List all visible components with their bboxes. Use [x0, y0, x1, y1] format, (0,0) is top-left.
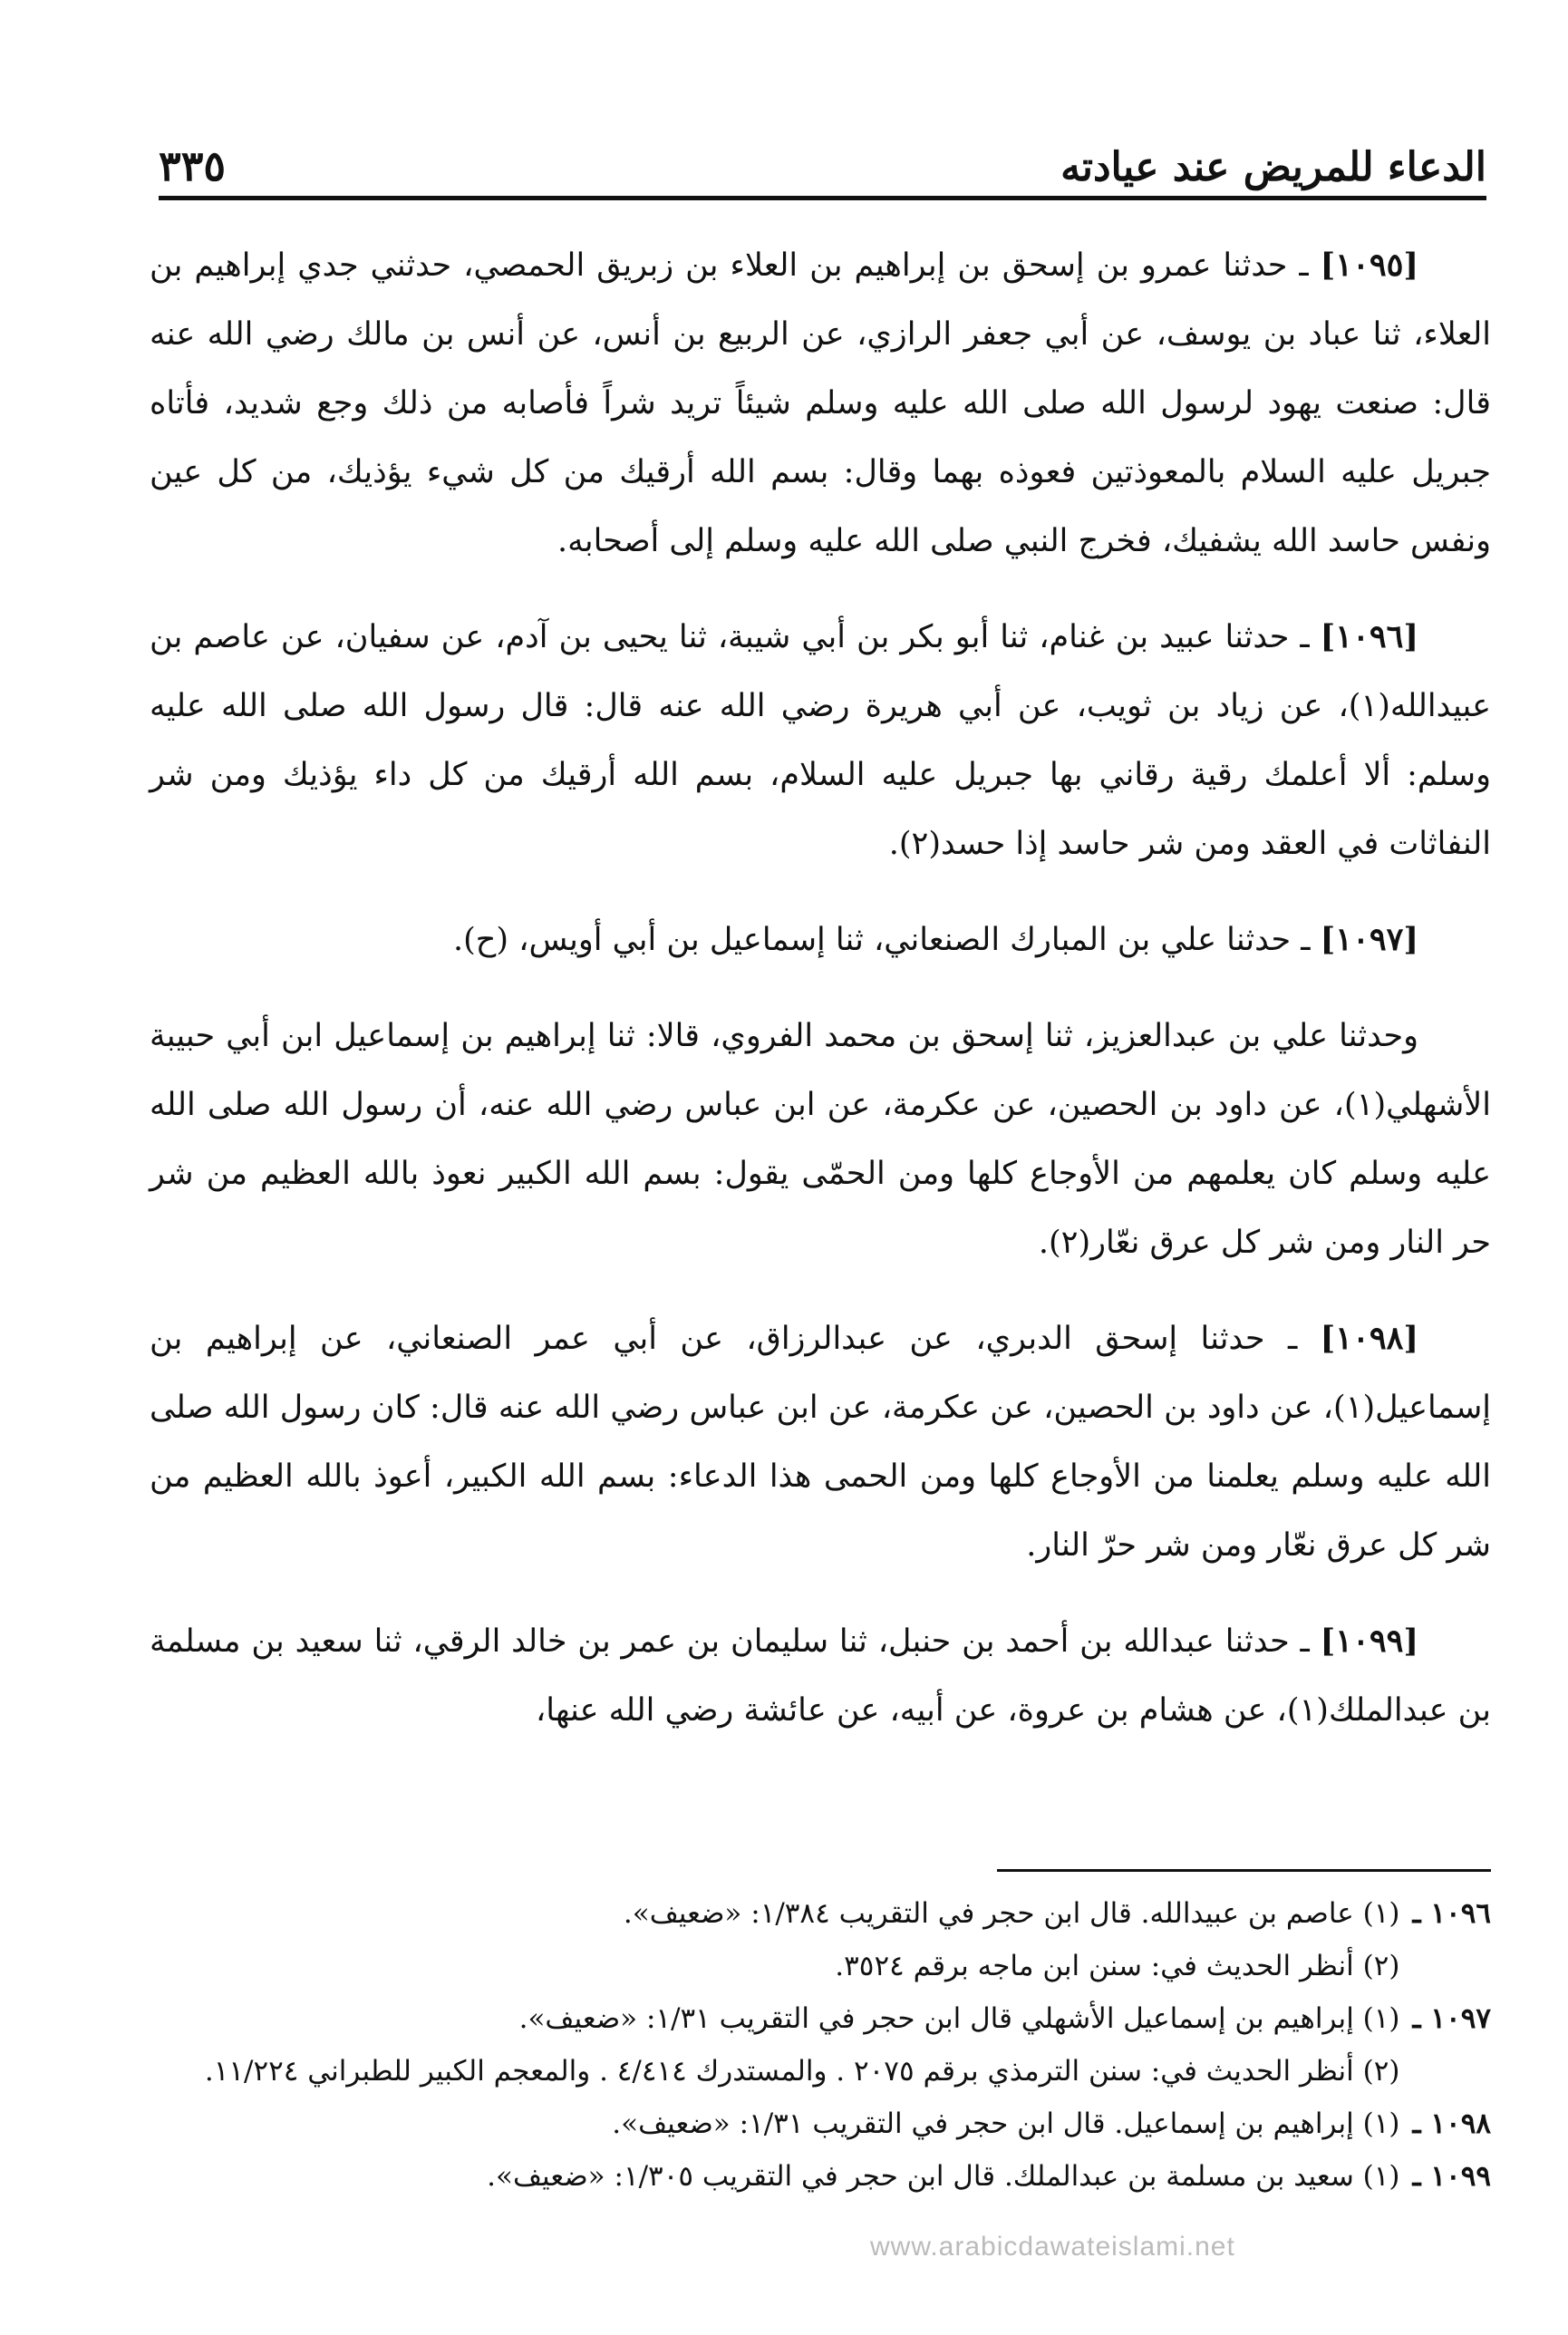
hadith-1097	[150, 906, 1491, 974]
footnote-line: (٢) أنظر الحديث في: سنن الترمذي برقم ٢٠٧٥ . والمستدرك ٤/٤١٤ . والمعجم الكبير للطبراني ١١/٢٢٤.	[204, 2055, 1400, 2088]
hadith-1098	[150, 1304, 1491, 1580]
footnote-group-1098	[150, 2098, 1491, 2150]
hadith-text: ـ حدثنا عبيد بن غنام، ثنا أبو بكر بن أبي شيبة، ثنا يحيى بن آدم، عن سفيان، عن عاصم بن عبيدالله(١)، عن زياد بن ثويب، عن أبي هريرة رضي الله عنه قال: قال رسول الله صلى الله عليه وسلم: ألا أعلمك رقية رقاني بها جبريل عليه السلام، بسم الله أرقيك من كل داء يؤذيك ومن شر النفاثات في العقد ومن شر حاسد إذا حسد(٢).	[150, 619, 1491, 862]
hadith-1095	[150, 231, 1491, 576]
footnote-ref: ١٠٩٨ ـ	[1412, 2107, 1491, 2140]
footnote-line: (١) إبراهيم بن إسماعيل. قال ابن حجر في التقريب ١/٣١: «ضعيف».	[612, 2107, 1400, 2140]
footnote-group-1096	[150, 1887, 1491, 1992]
main-text	[150, 231, 1491, 1772]
footnote-separator	[997, 1869, 1491, 1872]
footnote-ref: ١٠٩٧ ـ	[1412, 2002, 1491, 2035]
hadith-number: [١٠٩٥]	[1320, 247, 1418, 284]
footnote-line: (١) سعيد بن مسلمة بن عبدالملك. قال ابن حجر في التقريب ١/٣٠٥: «ضعيف».	[487, 2160, 1400, 2193]
footnote-group-1097	[150, 1992, 1491, 2098]
hadith-number: [١٠٩٧]	[1320, 921, 1418, 958]
watermark-url: www.arabicdawateislami.net	[870, 2232, 1235, 2262]
footnote-line: (١) إبراهيم بن إسماعيل الأشهلي قال ابن حجر في التقريب ١/٣١: «ضعيف».	[518, 2002, 1400, 2035]
running-title: الدعاء للمريض عند عيادته	[1060, 144, 1486, 190]
hadith-text: ـ حدثنا إسحق الدبري، عن عبدالرزاق، عن أبي عمر الصنعاني، عن إبراهيم بن إسماعيل(١)، عن داود بن الحصين، عن عكرمة، عن ابن عباس رضي الله عنه قال: كان رسول الله صلى الله عليه وسلم يعلمنا من الأوجاع كلها ومن الحمى هذا الدعاء: بسم الله الكبير، أعوذ بالله العظيم من شر كل عرق نعّار ومن شر حرّ النار.	[150, 1321, 1491, 1564]
footnote-line: (١) عاصم بن عبيدالله. قال ابن حجر في التقريب ١/٣٨٤: «ضعيف».	[623, 1897, 1400, 1930]
hadith-text: ـ حدثنا عمرو بن إسحق بن إبراهيم بن العلاء بن زبريق الحمصي، حدثني جدي إبراهيم بن العلاء، ثنا عباد بن يوسف، عن أبي جعفر الرازي، عن الربيع بن أنس، عن أنس بن مالك رضي الله عنه قال: صنعت يهود لرسول الله صلى الله عليه وسلم شيئاً تريد شراً فأصابه من ذلك وجع شديد، فأتاه جبريل عليه السلام بالمعوذتين فعوذه بهما وقال: بسم الله أرقيك من كل شيء يؤذيك، من كل عين ونفس حاسد الله يشفيك، فخرج النبي صلى الله عليه وسلم إلى أصحابه.	[150, 247, 1491, 559]
page-header	[159, 120, 1486, 200]
hadith-text: وحدثنا علي بن عبدالعزيز، ثنا إسحق بن محمد الفروي، قالا: ثنا إبراهيم بن إسماعيل ابن أبي حبيبة الأشهلي(١)، عن داود بن الحصين، عن عكرمة، عن ابن عباس رضي الله عنه، أن رسول الله صلى الله عليه وسلم كان يعلمهم من الأوجاع كلها ومن الحمّى يقول: بسم الله الكبير نعوذ بالله العظيم من شر حر النار ومن شر كل عرق نعّار(٢).	[150, 1018, 1491, 1261]
footnote-line: (٢) أنظر الحديث في: سنن ابن ماجه برقم ٣٥٢٤.	[835, 1950, 1400, 1982]
hadith-number: [١٠٩٩]	[1320, 1623, 1418, 1660]
hadith-number: [١٠٩٨]	[1320, 1320, 1418, 1357]
hadith-1099	[150, 1607, 1491, 1745]
footnotes	[150, 1887, 1491, 2203]
page-number: ٣٣٥	[159, 141, 227, 190]
hadith-1097-continued	[150, 1002, 1491, 1277]
footnote-ref: ١٠٩٦ ـ	[1412, 1897, 1491, 1930]
hadith-text: ـ حدثنا عبدالله بن أحمد بن حنبل، ثنا سليمان بن عمر بن خالد الرقي، ثنا سعيد بن مسلمة بن عبدالملك(١)، عن هشام بن عروة، عن أبيه، عن عائشة رضي الله عنها،	[150, 1623, 1491, 1729]
hadith-number: [١٠٩٦]	[1320, 618, 1418, 655]
hadith-text: ـ حدثنا علي بن المبارك الصنعاني، ثنا إسماعيل بن أبي أويس، (ح).	[453, 922, 1311, 958]
hadith-1096	[150, 603, 1491, 878]
footnote-group-1099	[150, 2150, 1491, 2203]
footnote-ref: ١٠٩٩ ـ	[1412, 2160, 1491, 2193]
